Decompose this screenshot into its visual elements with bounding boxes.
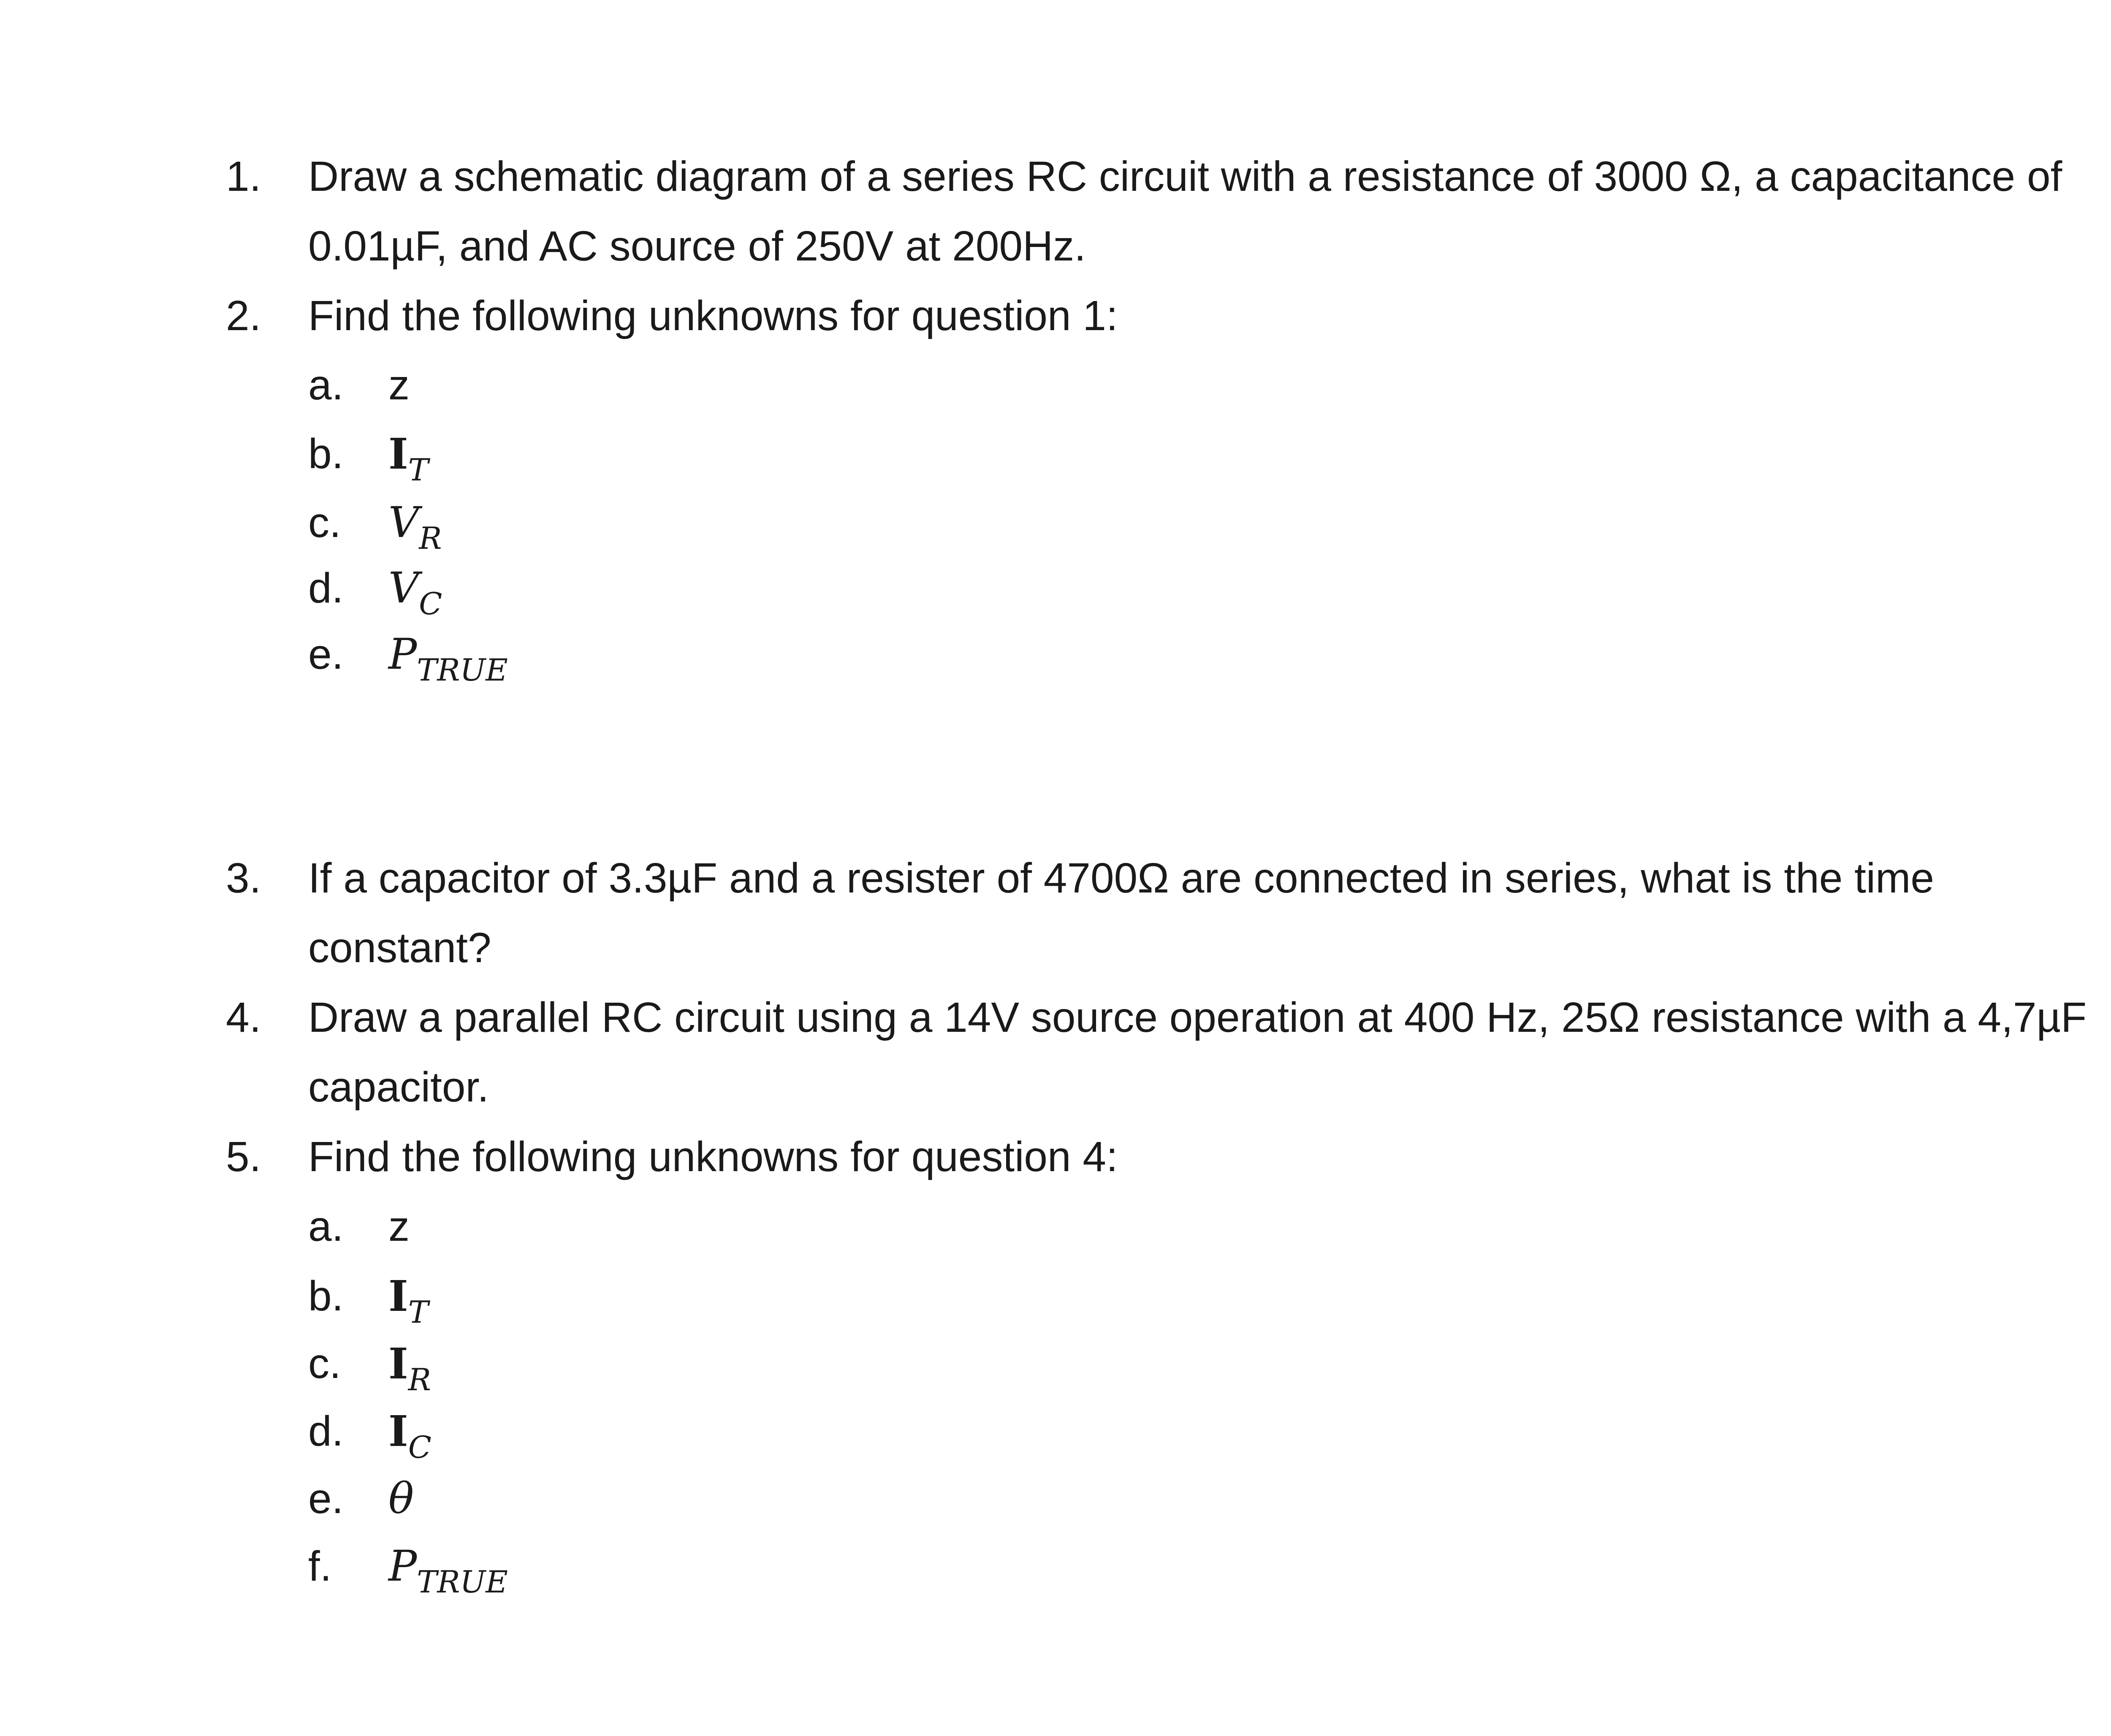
symbol-subscript: T: [408, 1294, 429, 1330]
question-4-number: 4.: [226, 994, 261, 1041]
question-2-item-a-letter: a.: [308, 361, 344, 409]
symbol-main: I: [388, 1406, 408, 1456]
symbol-main: I: [388, 429, 408, 479]
symbol-main: θ: [388, 1474, 414, 1523]
symbol-main: P: [388, 629, 417, 679]
question-5-item-b-symbol: [388, 1271, 429, 1330]
question-5-item-d-symbol: [388, 1406, 431, 1465]
question-5-item-b-letter: b.: [308, 1272, 344, 1320]
question-5-item-f-letter: f.: [308, 1543, 332, 1590]
question-3-line-2: constant?: [308, 924, 491, 971]
question-5-item-d-letter: d.: [308, 1408, 344, 1455]
question-5-item-e-symbol: [388, 1473, 414, 1524]
symbol-subscript: T: [408, 452, 429, 488]
question-5-line-1: Find the following unknowns for question 4:: [308, 1133, 1118, 1180]
question-3-line-1: If a capacitor of 3.3µF and a resister of 4700Ω are connected in series, what is the time: [308, 854, 1935, 902]
question-2-item-c-letter: c.: [308, 499, 341, 546]
question-2-number: 2.: [226, 292, 261, 339]
question-2-item-e-symbol: [388, 629, 508, 688]
symbol-main: z: [388, 1203, 410, 1250]
question-5-item-c-symbol: [388, 1338, 431, 1397]
question-5-item-a-symbol: [388, 1201, 410, 1252]
question-1-line-1: Draw a schematic diagram of a series RC circuit with a resistance of 3000 Ω, a capacitance of: [308, 153, 2062, 200]
symbol-subscript: TRUE: [417, 652, 508, 688]
question-1-line-2: 0.01µF, and AC source of 250V at 200Hz.: [308, 222, 1086, 270]
question-2-item-a-symbol: [388, 360, 410, 410]
question-2-item-b-letter: b.: [308, 430, 344, 477]
question-2-item-b-symbol: [388, 429, 429, 488]
question-5-item-a-letter: a.: [308, 1203, 344, 1250]
symbol-subscript: C: [419, 586, 442, 621]
question-5-item-e-letter: e.: [308, 1475, 344, 1522]
symbol-main: I: [388, 1271, 408, 1321]
symbol-main: V: [388, 498, 419, 547]
symbol-subscript: TRUE: [417, 1564, 508, 1600]
question-3-number: 3.: [226, 854, 261, 902]
question-2-item-d-letter: d.: [308, 564, 344, 612]
symbol-main: I: [388, 1339, 408, 1389]
symbol-subscript: C: [408, 1429, 431, 1465]
question-2-line-1: Find the following unknowns for question 1:: [308, 292, 1118, 339]
question-5-item-f-symbol: [388, 1541, 508, 1600]
question-4-line-1: Draw a parallel RC circuit using a 14V source operation at 400 Hz, 25Ω resistance with a 4,7µF: [308, 994, 2087, 1041]
question-4-line-2: capacitor.: [308, 1063, 489, 1111]
question-1-number: 1.: [226, 153, 261, 200]
question-5-number: 5.: [226, 1133, 261, 1180]
question-2-item-d-symbol: [388, 563, 442, 621]
symbol-main: P: [388, 1541, 417, 1591]
question-2-item-e-letter: e.: [308, 631, 344, 678]
question-5-item-c-letter: c.: [308, 1340, 341, 1387]
symbol-subscript: R: [408, 1362, 431, 1397]
question-2-item-c-symbol: [388, 497, 442, 556]
symbol-main: V: [388, 563, 419, 613]
symbol-main: z: [388, 361, 410, 409]
symbol-subscript: R: [419, 521, 442, 556]
